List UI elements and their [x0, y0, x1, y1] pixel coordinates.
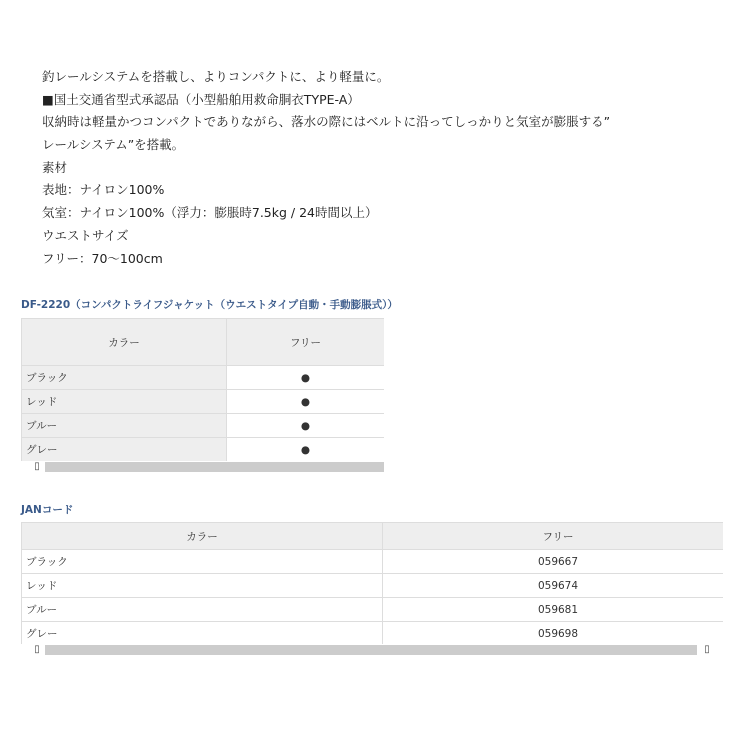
jan-code: 059667	[383, 550, 724, 574]
table-row	[22, 574, 724, 598]
column-header-free: フリー	[383, 523, 724, 550]
table-row	[22, 390, 385, 414]
description-line: 気室：ナイロン100%（浮力：膨脹時7.5kg / 24時間以上）	[42, 205, 378, 221]
row-label: レッド	[22, 390, 227, 414]
row-label: グレー	[22, 438, 227, 462]
jan-table-container[interactable]	[21, 522, 723, 646]
table-header-row	[22, 319, 385, 366]
jan-code: 059681	[383, 598, 724, 622]
description-line: 収納時は軽量かつコンパクトでありながら、落水の際にはベルトに沿ってしっかりと気室が膨脹する”	[42, 114, 611, 130]
table-row	[22, 550, 724, 574]
column-header-color: カラー	[22, 319, 227, 366]
jan-table-scrollbar[interactable]	[21, 644, 723, 656]
column-header-color: カラー	[22, 523, 383, 550]
spec-table-scrollbar[interactable]	[21, 461, 384, 473]
spec-table-title: DF-2220（コンパクトライフジャケット（ウエストタイプ自動・手動膨脹式））	[21, 299, 398, 311]
description-line: 表地：ナイロン100%	[42, 182, 165, 198]
availability-dot: ●	[227, 366, 385, 390]
row-label: レッド	[22, 574, 383, 598]
row-label: グレー	[22, 622, 383, 646]
description-line: フリー：70〜100cm	[42, 250, 163, 266]
jan-code: 059674	[383, 574, 724, 598]
column-header-free: フリー	[227, 319, 385, 366]
description-line: レールシステム”を搭載。	[42, 137, 185, 153]
scroll-left-button[interactable]: ▯	[34, 461, 40, 472]
table-row	[22, 622, 724, 646]
availability-dot: ●	[227, 390, 385, 414]
availability-dot: ●	[227, 414, 385, 438]
scroll-thumb[interactable]	[45, 462, 384, 472]
table-row	[22, 438, 385, 462]
jan-code: 059698	[383, 622, 724, 646]
spec-table-container[interactable]	[21, 318, 384, 462]
table-row	[22, 366, 385, 390]
table-row	[22, 414, 385, 438]
table-header-row	[22, 523, 724, 550]
spec-table	[21, 318, 384, 462]
description-line: 素材	[42, 159, 68, 175]
description-line: ウエストサイズ	[42, 227, 129, 243]
availability-dot: ●	[227, 438, 385, 462]
table-row	[22, 598, 724, 622]
jan-table	[21, 522, 723, 646]
jan-table-title: JANコード	[21, 504, 74, 516]
row-label: ブルー	[22, 414, 227, 438]
row-label: ブルー	[22, 598, 383, 622]
row-label: ブラック	[22, 366, 227, 390]
description-line: ■国土交通省型式承認品（小型船舶用救命胴衣TYPE-A）	[42, 91, 360, 107]
row-label: ブラック	[22, 550, 383, 574]
scroll-left-button[interactable]: ▯	[34, 644, 40, 655]
scroll-thumb[interactable]	[45, 645, 697, 655]
scroll-right-button[interactable]: ▯	[704, 644, 710, 655]
description-line: 釣レールシステムを搭載し、よりコンパクトに、より軽量に。	[42, 69, 390, 84]
product-description	[42, 66, 742, 270]
